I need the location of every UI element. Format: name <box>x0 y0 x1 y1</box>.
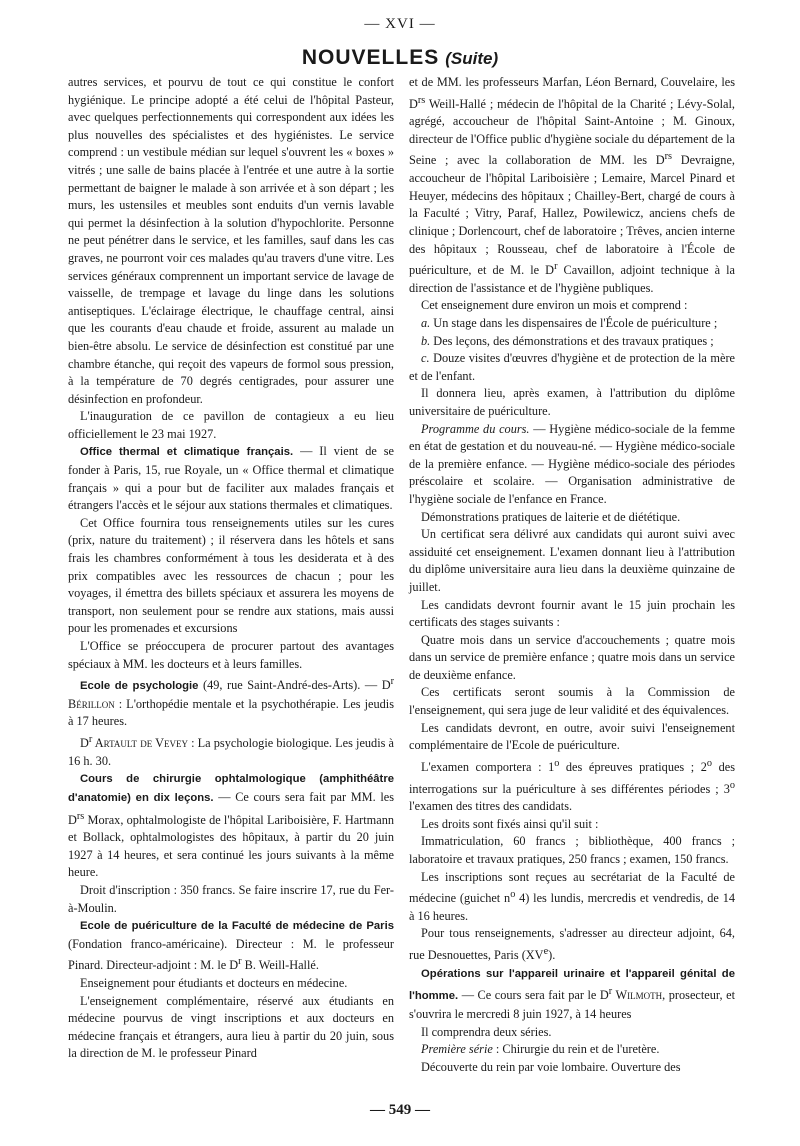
heading-chirurgie-ophtalmologique: Cours de chirurgie ophtalmologique (amphithéâtre d'anatomie) en dix leçons. <box>68 773 394 804</box>
paragraph-inauguration: L'inauguration de ce pavillon de contagieux a eu lieu officiellement le 23 mai 1927. <box>68 409 394 441</box>
section-title: NOUVELLES <box>301 46 440 69</box>
paragraph-programme: Programme du cours. — Hygiène médico-sociale de la femme en état de gestation et du nouveau-né. — Hygiène médico-sociale de la première enfance. — Hygiène médico-sociale des périodes préscolaire et scolaire. — Organisation administrative de l'hygiène sociale de l'enfance en France. <box>409 421 736 506</box>
heading-office-thermal: Office thermal et climatique français. <box>80 446 294 459</box>
left-column <box>68 74 394 1063</box>
list-item-a: a. Un stage dans les dispensaires de l'École de puériculture ; <box>421 316 718 330</box>
paragraph-stages: Quatre mois dans un service d'accouchements ; quatre mois dans un service de première enfance ; quatre mois dans un service de deuxième enfance. <box>409 632 735 682</box>
paragraph-inscriptions: Les inscriptions sont reçues au secrétariat de la Faculté de médecine (guichet $n^o$ 4) les lundis, mercredis et vendredis, de 14 à 16 heures. <box>409 869 735 923</box>
paragraph-premiere-serie: Première série : Chirurgie du rein et de l'uretère. <box>421 1042 660 1057</box>
section-subtitle: (Suite) <box>445 49 499 68</box>
page-number: — 549 — <box>370 1102 430 1118</box>
right-column <box>409 74 735 1076</box>
paragraph-outre: Les candidats devront, en outre, avoir suivi l'enseignement complémentaire de l'Ecole de puériculture. <box>409 720 735 753</box>
section-header <box>0 46 800 70</box>
paragraph-candidats: Les candidats devront fournir avant le 15 juin prochain les certificats des stages suivants : <box>409 597 735 630</box>
heading-ecole-psychologie: Ecole de psychologie <box>80 680 199 693</box>
roman-folio: — XVI — <box>364 16 436 32</box>
paragraph-series: Il comprendra deux séries. <box>421 1024 552 1039</box>
paragraph-operations: Opérations sur l'appareil urinaire et l'appareil génital de l'homme. — Ce cours sera fait par le $D^r$ Wilmoth, prosecteur, et s'ouvrira le mercredi 8 juin 1927, à 14 heures <box>409 967 736 1022</box>
paragraph-office-advantages: L'Office se préoccupera de procurer partout des avantages spéciaux à MM. les docteurs et à leurs familles. <box>68 639 394 671</box>
paragraph-duree: Cet enseignement dure environ un mois et comprend : <box>421 298 688 313</box>
paragraph-renseignements: Pour tous renseignements, s'adresser au directeur adjoint, 64, rue Desnouettes, Paris (XVe). <box>409 926 735 963</box>
paragraph-certificat: Un certificat sera délivré aux candidats qui auront suivi avec assiduité cet enseignement. L'examen donnant lieu à l'attribution du diplôme universitaire aura lieu dans la deuxième quinzaine de juillet. <box>409 527 735 594</box>
paragraph-enseignement: Enseignement pour étudiants et docteurs en médecine. <box>80 976 348 991</box>
heading-operations: Opérations sur l'appareil urinaire et l'appareil génital de l'homme. <box>409 967 735 1003</box>
paragraph-ecole-puericulture: Ecole de puériculture de la Faculté de médecine de Paris (Fondation franco-américaine). Directeur : M. le professeur Pinard. Directeur-adjoint : M. le $D^r$ B. Weill-Hallé. <box>68 920 394 973</box>
paragraph-demonstrations: Démonstrations pratiques de laiterie et de diététique. <box>421 509 681 524</box>
paragraph-professeurs: et de MM. les professeurs Marfan, Léon Bernard, Couvelaire, les $D^{rs}$ Weill-Hallé ; médecin de l'hôpital de la Charité ; Lévy-Solal, agrégé, accoucheur de l'hôpital Saint-Antoine ; M. Ginoux, directeur de l'Office public d'hygiène sociale du département de la Seine ; avec la collaboration de MM. les $D^{rs}$ Devraigne, accoucheur de l'hôpital Lariboisière ; Lemaire, Marcel Pinard et Heuyer, médecins des hôpitaux ; Chailley-Bert, chargé de cours à la Faculté ; Vitry, Paraf, Hallez, Powilewicz, anciens chefs de clinique ; Dorlencourt, chef de laboratoire ; Trêves, ancien interne des hôpitaux ; Rousseau, chef de laboratoire à l'École de puériculture, et de M. le $D^r$ Cavaillon, adjoint technique à la direction de l'assistance et de l'hygiène publiques. <box>409 75 735 295</box>
list-item-c: c. Douze visites d'œuvres d'hygiène et de protection de la mère et de l'enfant. <box>409 351 735 383</box>
paragraph-pavilion-description: autres services, et pourvu de tout ce qui constitue le confort hygiénique. Le principe adopté a été celui de l'hôpital Pasteur, avec quelques perfectionnements qui correspondent aux idées les plus nouvelles des spécialistes et des hygiénistes. Le service comprend : un vestibule médian sur lequel s'ouvrent les « boxes » vitrés ; une salle de bains placée à l'entrée et une autre à la sortie permettant de baigner le malade à son arrivée et à son départ ; les murs, les ustensiles et meubles sont enduits d'un vernis lavable qui permet la désinfection à la solution d'hypochlorite. Personne ne peut pénétrer dans le service, et les familles, sauf dans les cas graves, ne pourront voir ces malades qu'au travers d'une vitre. Les services généraux comprennent un important service de lavage de vaisselle, de trempage et lavage du linge dans les solutions antiseptiques. L'éclairage électrique, le chauffage central, ainsi que les courants d'eau chaude et froide, assurent au malade un bien-être absolu. Le service de désinfection est constitué par une chambre étanche, qui reçoit des vapeurs de formol sous pression, à la température de 70 degrés centigrades, pour assurer une désinfection en profondeur. <box>68 75 394 406</box>
paragraph-examen: L'examen comportera : 1$^o$ des épreuves pratiques ; 2$^o$ des interrogations sur la puériculture à ses différentes périodes ; 3$^o$ l'examen des titres des candidats. <box>409 757 735 814</box>
paragraph-decouverte: Découverte du rein par voie lombaire. Ouverture des <box>421 1059 681 1074</box>
paragraph-droits: Les droits sont fixés ainsi qu'il suit : <box>421 816 599 831</box>
paragraph-artault: $D^r$ Artault de Vevey : La psychologie biologique. Les jeudis à 16 h. 30. <box>68 734 394 768</box>
paragraph-tarifs: Immatriculation, 60 francs ; bibliothèque, 400 francs ; laboratoire et travaux pratiques, 250 francs ; examen, 150 francs. <box>409 834 735 866</box>
paragraph-office-services: Cet Office fournira tous renseignements utiles sur les cures (prix, nature du traitement) ; il réservera dans les hôtels et sans frais les chambres conformément à tous les desiderata et à des prix compatibles avec les ressources de chacun ; pour les voyages, il émettra des billets spéciaux et assurera les moyens de transport, non seulement pour se rendre aux stations, mais aussi pour les promenades et excursions <box>68 515 394 636</box>
paragraph-enseignement-complementaire: L'enseignement complémentaire, réservé aux étudiants en médecine pourvus de vingt inscriptions et aux docteurs en médecine français et étrangers, aura lieu à partir du 20 juin, sous la direction de M. le professeur Pinard <box>68 993 394 1061</box>
paragraph-chirurgie-ophtalmologique: Cours de chirurgie ophtalmologique (amphithéâtre d'anatomie) en dix leçons. — Ce cours sera fait par MM. les $D^{rs}$ Morax, ophtalmologiste de l'hôpital Lariboisière, F. Hartmann et Bollack, ophtalmologistes des hôpitaux, à partir du 20 juin 1927 à 14 heures, et sera continué les jours suivants à la même heure. <box>68 773 394 880</box>
paragraph-ecole-psychologie: Ecole de psychologie (49, rue Saint-André-des-Arts). — $D^r$ Bérillon : L'orthopédie mentale et la psychothérapie. Les jeudis à 17 heures. <box>68 676 395 729</box>
list-item-b: b. Des leçons, des démonstrations et des travaux pratiques ; <box>421 333 714 348</box>
paragraph-diplome: Il donnera lieu, après examen, à l'attribution du diplôme universitaire de puériculture. <box>409 386 735 418</box>
paragraph-commission: Ces certificats seront soumis à la Commission de l'enseignement, qui sera juge de leur validité et des équivalences. <box>409 685 735 718</box>
paragraph-droit-inscription: Droit d'inscription : 350 francs. Se faire inscrire 17, rue du Fer-à-Moulin. <box>68 883 394 915</box>
paragraph-office-thermal: Office thermal et climatique français. — Il vient de se fonder à Paris, 15, rue Royale, un « Office thermal et climatique français » qui a pour but de faciliter aux malades français et étrangers l'accès et le séjour aux stations thermales et climatiques. <box>68 444 395 513</box>
heading-ecole-puericulture: Ecole de puériculture de la Faculté de médecine de Paris <box>80 920 394 933</box>
